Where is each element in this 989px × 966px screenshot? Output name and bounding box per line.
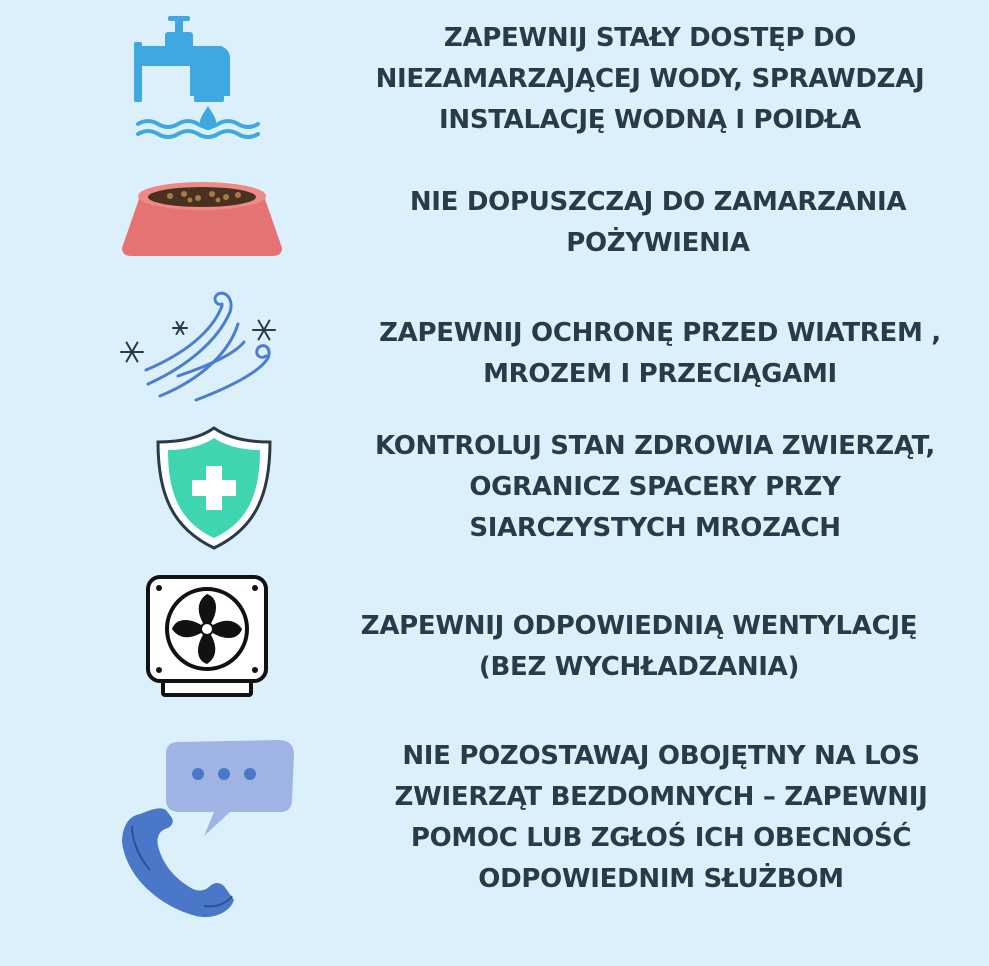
- tip-text-ventilation: ZAPEWNIJ ODPOWIEDNIĄ WENTYLACJĘ (BEZ WYCHŁADZANIA): [360, 611, 918, 682]
- tip-text-water: ZAPEWNIJ STAŁY DOSTĘP DO NIEZAMARZAJĄCEJ WODY, SPRAWDZAJ INSTALACJĘ WODNĄ I POIDŁA: [375, 23, 925, 135]
- ventilation-fan-icon: [145, 574, 269, 698]
- phone-chat-icon: [118, 736, 298, 920]
- wind-snowflake-icon: [118, 288, 280, 406]
- tip-text-homeless: NIE POZOSTAWAJ OBOJĘTNY NA LOS ZWIERZĄT BEZDOMNYCH – ZAPEWNIJ POMOC LUB ZGŁOŚ ICH OBECNOŚĆ ODPOWIEDNIM SŁUŻBOM: [394, 741, 928, 894]
- health-shield-icon: [152, 424, 276, 552]
- tip-text-wind: ZAPEWNIJ OCHRONĘ PRZED WIATREM , MROZEM I PRZECIĄGAMI: [379, 318, 941, 389]
- water-tap-icon: [130, 12, 270, 144]
- tip-text-food: NIE DOPUSZCZAJ DO ZAMARZANIA POŻYWIENIA: [409, 187, 907, 258]
- food-bowl-icon: [118, 178, 286, 260]
- tip-text-health: KONTROLUJ STAN ZDROWIA ZWIERZĄT, OGRANICZ SPACERY PRZY SIARCZYSTYCH MROZACH: [375, 431, 935, 543]
